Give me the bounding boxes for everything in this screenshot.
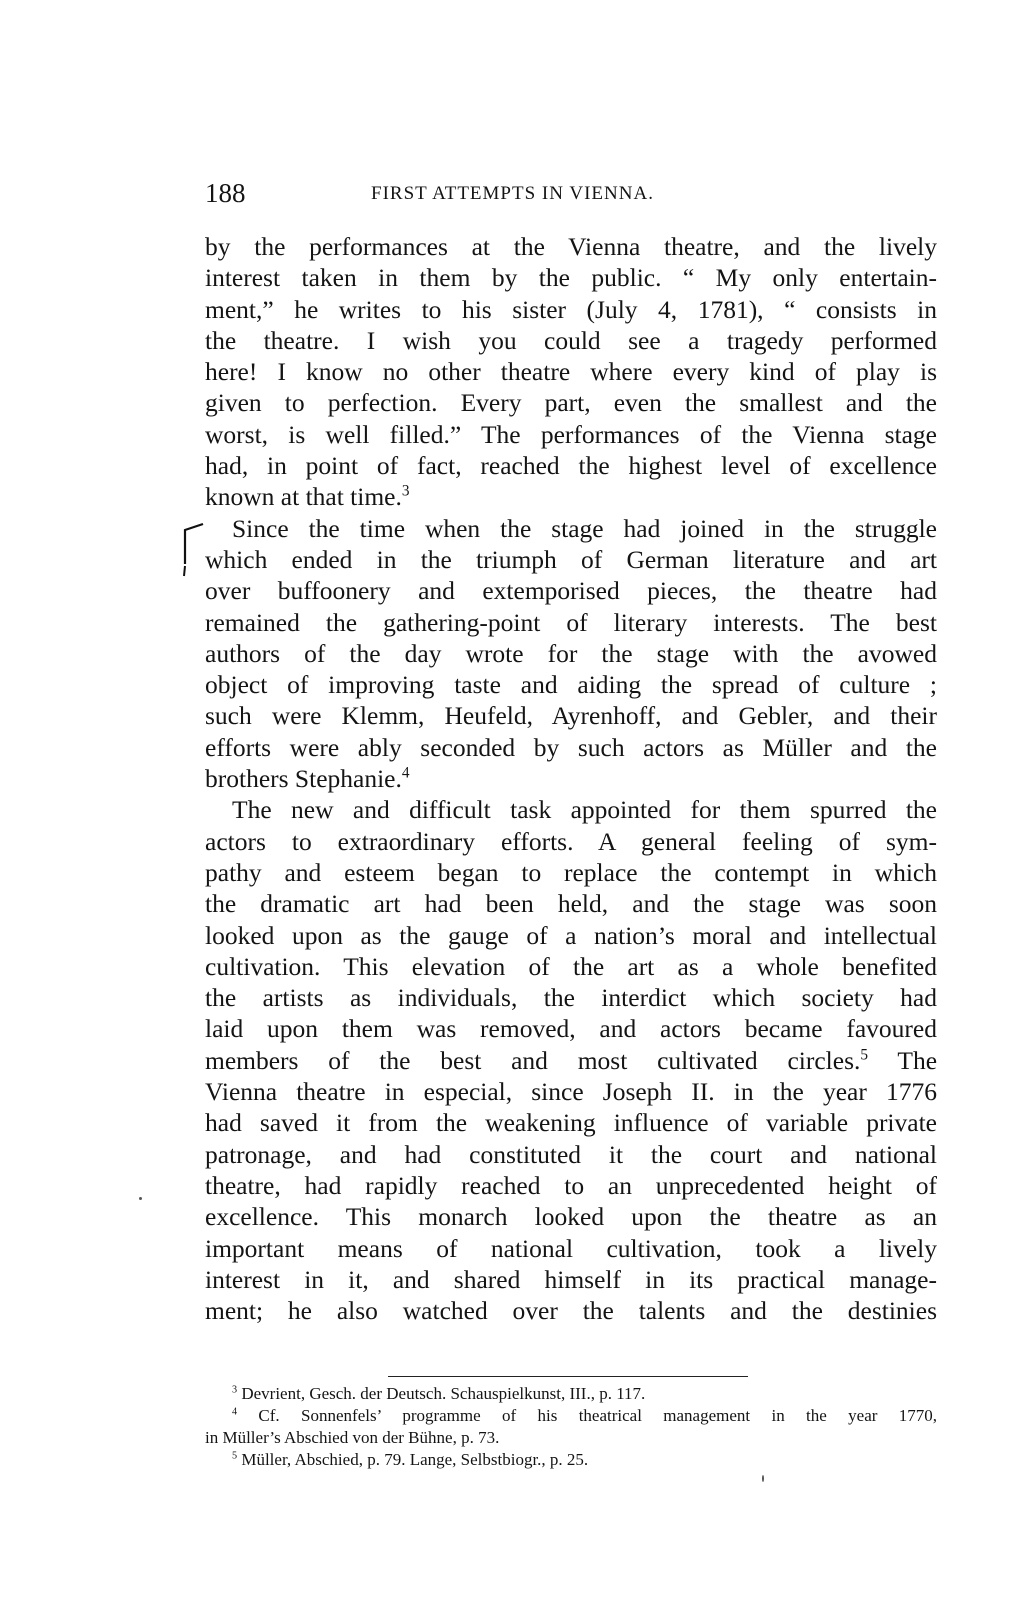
text-run: known at that time. — [205, 482, 402, 512]
text-line: remained the gathering-point of literary interests. The best — [205, 607, 937, 637]
text-line: interest taken in them by the public. “ My only entertain- — [205, 263, 937, 293]
text-line: the theatre. I wish you could see a tragedy performed — [205, 325, 937, 355]
scan-speck — [139, 1197, 142, 1200]
text-line: efforts were ably seconded by such actors as Müller and the — [205, 732, 937, 762]
text-line — [205, 763, 937, 794]
note-reference: 5 — [860, 1046, 869, 1064]
text-line — [205, 1045, 937, 1076]
text-run: brothers Stephanie. — [205, 764, 402, 794]
footnotes — [205, 1383, 937, 1471]
text-line: cultivation. This elevation of the art as a whole benefited — [205, 951, 937, 981]
text-line: the artists as individuals, the interdict which society had — [205, 983, 937, 1013]
text-line: ment,” he writes to his sister (July 4, 1781), “ consists in — [205, 294, 937, 324]
text-line: The new and difficult task appointed for them spurred the — [232, 795, 937, 825]
text-line: pathy and esteem began to replace the contempt in which — [205, 857, 937, 887]
text-line: ment; he also watched over the talents and the destinies — [205, 1296, 937, 1326]
footnote-5 — [205, 1449, 937, 1471]
note-reference: 4 — [401, 764, 410, 782]
text-line — [205, 481, 937, 512]
footnote-marker: 4 — [232, 1406, 238, 1418]
text-line: excellence. This monarch looked upon the theatre as an — [205, 1202, 937, 1232]
footnote-4-continuation: in Müller’s Abschied von der Bühne, p. 73. — [205, 1428, 500, 1447]
running-head — [205, 175, 937, 211]
page-number: 188 — [205, 178, 246, 208]
footnote-rule — [388, 1376, 748, 1377]
text-line: by the performances at the Vienna theatre, and the lively — [205, 232, 937, 261]
text-line: over buffoonery and extemporised pieces, the theatre had — [205, 576, 937, 606]
footnote-text: Müller, Abschied, p. 79. Lange, Selbstbiogr., p. 25. — [237, 1450, 589, 1469]
text-line: object of improving taste and aiding the spread of culture ; — [205, 670, 937, 700]
footnote-marker: 5 — [232, 1450, 238, 1462]
footnote-4 — [205, 1405, 937, 1427]
footnote-marker: 3 — [232, 1384, 238, 1396]
footnote-3 — [205, 1383, 937, 1405]
text-line: laid upon them was removed, and actors became favoured — [205, 1014, 937, 1044]
text-line: given to perfection. Every part, even the smallest and the — [205, 388, 937, 418]
text-line: here! I know no other theatre where every kind of play is — [205, 357, 937, 387]
running-title: FIRST ATTEMPTS IN VIENNA. — [371, 183, 654, 204]
text-line: Since the time when the stage had joined in the struggle — [232, 513, 937, 543]
footnote-text: Devrient, Gesch. der Deutsch. Schauspielkunst, III., p. 117. — [237, 1384, 646, 1403]
text-line: authors of the day wrote for the stage with the avowed — [205, 638, 937, 668]
scan-speck — [762, 1475, 764, 1482]
body-text — [205, 231, 937, 1326]
text-line: which ended in the triumph of German literature and art — [205, 544, 937, 574]
margin-bracket-mark — [177, 520, 207, 578]
text-line: interest in it, and shared himself in its practical manage- — [205, 1264, 937, 1294]
text-run: The — [868, 1045, 938, 1075]
text-line: patronage, and had constituted it the court and national — [205, 1139, 937, 1169]
text-line: had saved it from the weakening influence of variable private — [205, 1108, 937, 1138]
text-line: theatre, had rapidly reached to an unprecedented height of — [205, 1170, 937, 1200]
text-line: looked upon as the gauge of a nation’s moral and intellectual — [205, 920, 937, 950]
text-line: worst, is well filled.” The performances of the Vienna stage — [205, 419, 937, 449]
text-line: such were Klemm, Heufeld, Ayrenhoff, and Gebler, and their — [205, 701, 937, 731]
text-run: members of the best and most cultivated circles. — [205, 1045, 861, 1075]
note-reference: 3 — [401, 482, 410, 500]
text-line: the dramatic art had been held, and the stage was soon — [205, 889, 937, 919]
text-line: had, in point of fact, reached the highest level of excellence — [205, 451, 937, 481]
text-line: actors to extraordinary efforts. A general feeling of sym- — [205, 826, 937, 856]
footnote-text: Cf. Sonnenfels’ programme of his theatrical management in the year 1770, — [237, 1406, 937, 1425]
text-line: important means of national cultivation, took a lively — [205, 1233, 937, 1263]
text-line: Vienna theatre in especial, since Joseph II. in the year 1776 — [205, 1077, 937, 1107]
